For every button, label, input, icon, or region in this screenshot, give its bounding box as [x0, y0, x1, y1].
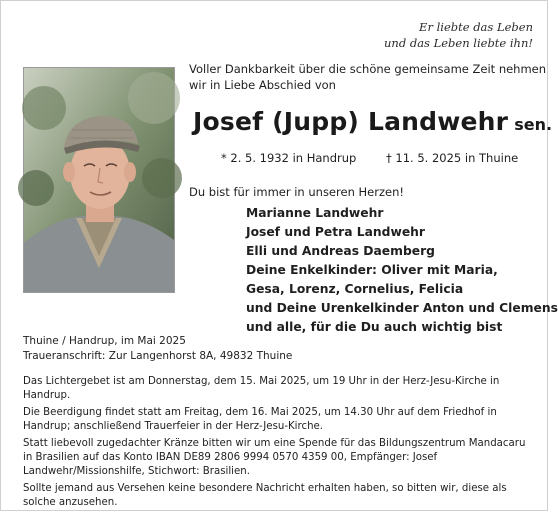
portrait-photo [23, 67, 175, 293]
mourner-line: und alle, für die Du auch wichtig bist [246, 320, 503, 334]
mourning-address: Traueranschrift: Zur Langenhorst 8A, 49832 Thuine [23, 350, 293, 362]
notice-donation: Statt liebevoll zugedachter Kränze bitten wir um eine Spende für das Bildungszentrum Mandacaru in Brasilien auf das Konto IBAN DE89 2806 9994 0570 4359 00, Empfänger: Josef Landwehr/Missionshilfe, Stichwort: Brasilien. [23, 438, 526, 477]
quote-line-1: Er liebte das Leben [419, 20, 533, 34]
intro-line-2: wir in Liebe Abschied von [189, 78, 336, 92]
quote-line-2: und das Leben liebte ihn! [384, 36, 533, 50]
mourner-line: Josef und Petra Landwehr [246, 225, 425, 239]
intro-text [189, 61, 547, 93]
deceased-full-name: Josef (Jupp) Landwehr [193, 107, 509, 136]
portrait-illustration [24, 68, 174, 292]
mourner-line: Deine Enkelkinder: Oliver mit Maria, [246, 263, 498, 277]
mourner-line: Elli und Andreas Daemberg [246, 244, 435, 258]
place-and-address [23, 334, 292, 364]
life-dates [221, 151, 518, 165]
service-notices [23, 375, 535, 513]
death-date: † 11. 5. 2025 in Thuine [385, 151, 519, 165]
memorial-quote [384, 19, 533, 51]
place-date-line: Thuine / Handrup, im Mai 2025 [23, 335, 186, 347]
notice-prayer: Das Lichtergebet ist am Donnerstag, dem 15. Mai 2025, um 19 Uhr in der Herz-Jesu-Kirche in Handrup. [23, 376, 500, 401]
birth-date: * 2. 5. 1932 in Handrup [221, 151, 357, 165]
notice-no-message: Sollte jemand aus Versehen keine besondere Nachricht erhalten haben, so bitten wir, diese als solche anzusehen. [23, 483, 507, 508]
mourners-list [246, 204, 558, 337]
mourner-line: Gesa, Lorenz, Cornelius, Felicia [246, 282, 464, 296]
forever-in-hearts-text: Du bist für immer in unseren Herzen! [189, 185, 404, 199]
deceased-name-suffix: sen. [514, 115, 553, 134]
intro-line-1: Voller Dankbarkeit über die schöne gemeinsame Zeit nehmen [189, 62, 547, 76]
mourner-line: und Deine Urenkelkinder Anton und Clemens [246, 301, 558, 315]
notice-funeral: Die Beerdigung findet statt am Freitag, dem 16. Mai 2025, um 14.30 Uhr auf dem Friedhof in Handrup; anschließend Trauerfeier in der Herz-Jesu-Kirche. [23, 407, 497, 432]
deceased-name [193, 107, 552, 136]
mourner-line: Marianne Landwehr [246, 206, 384, 220]
